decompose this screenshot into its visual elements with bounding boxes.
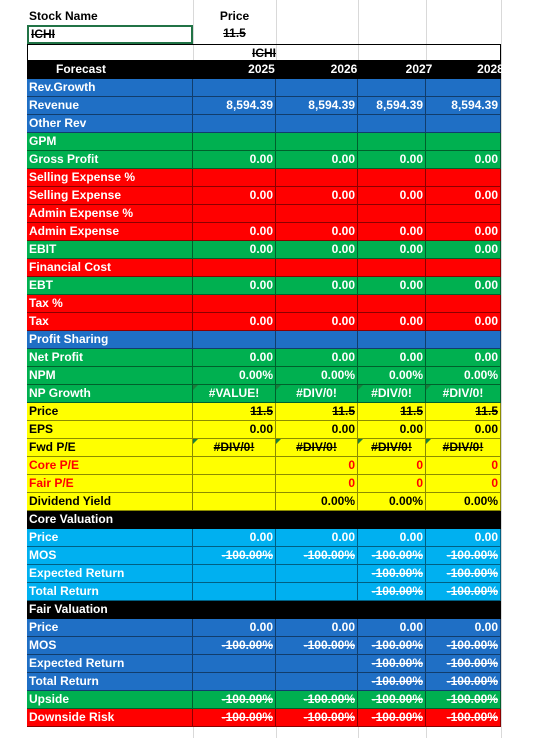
value-cell[interactable] — [193, 169, 276, 187]
value-cell[interactable]: 0.00 — [358, 313, 426, 331]
value-cell[interactable]: 0 — [276, 475, 358, 493]
row-label[interactable]: Expected Return — [27, 565, 193, 583]
value-cell[interactable]: 11.5 — [358, 403, 426, 421]
value-cell[interactable]: -100.00% — [193, 547, 276, 565]
ticker-banner[interactable]: ICHI — [27, 44, 501, 61]
row-label[interactable]: Financial Cost — [27, 259, 193, 277]
value-cell[interactable]: 0 — [426, 475, 501, 493]
value-cell[interactable]: 8,594.39 — [276, 97, 358, 115]
table-row — [27, 601, 501, 619]
value-cell[interactable]: 0.00 — [358, 241, 426, 259]
value-cell[interactable]: -100.00% — [426, 709, 501, 727]
table-row — [0, 151, 546, 169]
value-cell[interactable]: 0.00 — [358, 277, 426, 295]
value-cell[interactable]: 0.00 — [193, 313, 276, 331]
table-row — [0, 385, 546, 403]
row-label[interactable]: Tax — [27, 313, 193, 331]
row-label[interactable]: Selling Expense % — [27, 169, 193, 187]
value-cell[interactable]: #DIV/0! — [426, 439, 501, 457]
value-cell[interactable]: 11.5 — [426, 403, 501, 421]
value-cell[interactable]: -100.00% — [193, 637, 276, 655]
value-cell[interactable] — [276, 79, 358, 97]
value-cell[interactable] — [426, 79, 501, 97]
value-cell[interactable] — [193, 565, 276, 583]
table-row — [0, 529, 546, 547]
row-label[interactable]: Admin Expense % — [27, 205, 193, 223]
value-cell[interactable] — [193, 655, 276, 673]
value-cell[interactable]: 0.00 — [426, 151, 501, 169]
header-labels-row — [0, 8, 546, 25]
value-cell[interactable]: 0.00 — [426, 421, 501, 439]
value-cell[interactable] — [276, 205, 358, 223]
value-cell[interactable]: 0.00 — [193, 241, 276, 259]
value-cell[interactable] — [276, 133, 358, 151]
value-cell[interactable]: -100.00% — [426, 565, 501, 583]
value-cell[interactable] — [358, 295, 426, 313]
value-cell[interactable] — [276, 115, 358, 133]
row-label[interactable]: Gross Profit — [27, 151, 193, 169]
value-cell[interactable] — [426, 259, 501, 277]
table-row — [0, 691, 546, 709]
row-label[interactable]: Fwd P/E — [27, 439, 193, 457]
value-cell[interactable]: #DIV/0! — [358, 385, 426, 403]
table-row — [0, 619, 546, 637]
value-cell[interactable]: 0.00% — [276, 493, 358, 511]
value-cell[interactable] — [426, 205, 501, 223]
table-row — [0, 259, 546, 277]
table-row — [0, 457, 546, 475]
row-label[interactable]: EPS — [27, 421, 193, 439]
table-row — [0, 709, 546, 727]
value-cell[interactable] — [193, 583, 276, 601]
forecast-header-row — [27, 61, 504, 79]
row-label[interactable]: Selling Expense — [27, 187, 193, 205]
value-cell[interactable]: 0.00 — [358, 151, 426, 169]
stock-name-cell[interactable]: ICHI — [27, 25, 193, 44]
value-cell[interactable]: 8,594.39 — [193, 97, 276, 115]
value-cell[interactable]: -100.00% — [358, 583, 426, 601]
table-row — [0, 673, 546, 691]
year-header[interactable]: 2028 — [477, 62, 504, 76]
table-row — [0, 205, 546, 223]
table-row — [0, 637, 546, 655]
table-row — [0, 241, 546, 259]
row-label[interactable]: Fair P/E — [27, 475, 193, 493]
row-label[interactable]: Dividend Yield — [27, 493, 193, 511]
row-label[interactable]: EBIT — [27, 241, 193, 259]
value-cell[interactable]: -100.00% — [276, 547, 358, 565]
year-header[interactable]: 2026 — [330, 62, 358, 76]
value-cell[interactable]: 0.00 — [426, 529, 501, 547]
value-cell[interactable]: #VALUE! — [193, 385, 276, 403]
value-cell[interactable]: 0.00 — [276, 421, 358, 439]
value-cell[interactable]: -100.00% — [358, 709, 426, 727]
row-label[interactable]: Core P/E — [27, 457, 193, 475]
table-row — [0, 295, 546, 313]
row-label[interactable]: Rev.Growth — [27, 79, 193, 97]
value-cell[interactable]: -100.00% — [358, 565, 426, 583]
value-cell[interactable]: 0 — [426, 457, 501, 475]
value-cell[interactable] — [358, 331, 426, 349]
value-cell[interactable] — [193, 205, 276, 223]
year-header[interactable]: 2025 — [248, 62, 275, 76]
value-cell[interactable]: 0.00 — [193, 421, 276, 439]
row-label[interactable]: Downside Risk — [27, 709, 193, 727]
table-row — [0, 277, 546, 295]
row-label[interactable]: Fair Valuation — [27, 601, 193, 619]
value-cell[interactable]: 0.00 — [358, 529, 426, 547]
ticker-banner-row — [0, 44, 546, 61]
value-cell[interactable]: 0.00 — [276, 349, 358, 367]
row-label[interactable]: NPM — [27, 367, 193, 385]
table-row — [0, 187, 546, 205]
value-cell[interactable]: 0.00% — [426, 367, 501, 385]
row-label[interactable]: Total Return — [27, 583, 193, 601]
table-row — [0, 349, 546, 367]
table-row — [0, 583, 546, 601]
value-cell[interactable]: 0.00 — [276, 151, 358, 169]
value-cell[interactable]: -100.00% — [426, 637, 501, 655]
value-cell[interactable] — [426, 295, 501, 313]
row-label[interactable]: Price — [27, 403, 193, 421]
value-cell[interactable] — [193, 79, 276, 97]
value-cell[interactable] — [358, 115, 426, 133]
table-row — [0, 655, 546, 673]
value-cell[interactable] — [358, 205, 426, 223]
value-cell[interactable]: 0.00 — [358, 619, 426, 637]
value-cell[interactable] — [276, 655, 358, 673]
value-cell[interactable]: 0.00 — [426, 349, 501, 367]
value-cell[interactable] — [276, 565, 358, 583]
value-cell[interactable]: 0.00 — [193, 619, 276, 637]
price-value-cell[interactable]: 11.5 — [223, 26, 246, 40]
value-cell[interactable]: 8,594.39 — [358, 97, 426, 115]
price-label[interactable]: Price — [219, 9, 250, 23]
value-cell[interactable] — [276, 295, 358, 313]
value-cell[interactable] — [193, 331, 276, 349]
value-cell[interactable]: #DIV/0! — [193, 439, 276, 457]
value-cell[interactable]: -100.00% — [426, 691, 501, 709]
value-cell[interactable]: #DIV/0! — [358, 439, 426, 457]
row-label[interactable]: Core Valuation — [27, 511, 193, 529]
table-row — [27, 511, 501, 529]
value-cell[interactable] — [358, 79, 426, 97]
header-values-row — [0, 25, 546, 44]
value-cell[interactable]: 0.00 — [193, 151, 276, 169]
value-cell[interactable] — [276, 259, 358, 277]
row-label[interactable]: Other Rev — [27, 115, 193, 133]
row-label[interactable]: Total Return — [27, 673, 193, 691]
value-cell[interactable]: 0.00% — [426, 493, 501, 511]
row-label[interactable]: Upside — [27, 691, 193, 709]
row-label[interactable]: Tax % — [27, 295, 193, 313]
value-cell[interactable]: #DIV/0! — [276, 385, 358, 403]
value-cell[interactable]: 0.00 — [426, 223, 501, 241]
value-cell[interactable]: 0.00 — [358, 187, 426, 205]
row-label[interactable]: EBT — [27, 277, 193, 295]
value-cell[interactable] — [276, 169, 358, 187]
row-label[interactable]: Price — [27, 529, 193, 547]
forecast-header[interactable]: Forecast — [56, 62, 107, 76]
value-cell[interactable]: 0.00% — [193, 367, 276, 385]
value-cell[interactable]: 0.00 — [426, 313, 501, 331]
row-label[interactable]: Expected Return — [27, 655, 193, 673]
value-cell[interactable]: 0.00 — [193, 349, 276, 367]
value-cell[interactable] — [193, 115, 276, 133]
value-cell[interactable] — [426, 133, 501, 151]
value-cell[interactable]: #DIV/0! — [426, 385, 501, 403]
table-row — [0, 403, 546, 421]
value-cell[interactable] — [276, 583, 358, 601]
value-cell[interactable]: 0.00 — [276, 223, 358, 241]
value-cell[interactable] — [193, 673, 276, 691]
value-cell[interactable] — [193, 475, 276, 493]
row-label[interactable]: Price — [27, 619, 193, 637]
row-label[interactable]: Admin Expense — [27, 223, 193, 241]
value-cell[interactable]: 0.00 — [426, 619, 501, 637]
value-cell[interactable]: -100.00% — [426, 673, 501, 691]
value-cell[interactable] — [193, 133, 276, 151]
table-row — [0, 421, 546, 439]
value-cell[interactable]: -100.00% — [358, 655, 426, 673]
table-row — [0, 331, 546, 349]
stock-name-label[interactable]: Stock Name — [29, 9, 98, 23]
value-cell[interactable]: -100.00% — [276, 637, 358, 655]
table-row — [0, 565, 546, 583]
value-cell[interactable]: 0.00 — [358, 223, 426, 241]
value-cell[interactable]: 0.00% — [358, 367, 426, 385]
value-cell[interactable]: 0.00 — [276, 241, 358, 259]
value-cell[interactable]: 0.00 — [193, 187, 276, 205]
value-cell[interactable] — [193, 493, 276, 511]
value-cell[interactable]: -100.00% — [276, 709, 358, 727]
value-cell[interactable] — [426, 331, 501, 349]
row-label[interactable]: GPM — [27, 133, 193, 151]
value-cell[interactable] — [358, 259, 426, 277]
table-row — [0, 79, 546, 97]
value-cell[interactable]: 0.00 — [426, 187, 501, 205]
value-cell[interactable]: 0 — [358, 457, 426, 475]
value-cell[interactable]: 11.5 — [276, 403, 358, 421]
value-cell[interactable] — [276, 331, 358, 349]
row-label[interactable]: MOS — [27, 547, 193, 565]
value-cell[interactable]: 0.00 — [358, 349, 426, 367]
value-cell[interactable] — [193, 457, 276, 475]
value-cell[interactable]: 0 — [358, 475, 426, 493]
value-cell[interactable]: -100.00% — [426, 655, 501, 673]
value-cell[interactable]: 8,594.39 — [426, 97, 501, 115]
table-row — [0, 547, 546, 565]
table-row — [0, 313, 546, 331]
table-row — [0, 439, 546, 457]
row-label[interactable]: Net Profit — [27, 349, 193, 367]
value-cell[interactable]: -100.00% — [358, 691, 426, 709]
value-cell[interactable] — [358, 133, 426, 151]
value-cell[interactable]: 0.00 — [276, 277, 358, 295]
value-cell[interactable]: 0.00 — [276, 187, 358, 205]
value-cell[interactable] — [276, 673, 358, 691]
value-cell[interactable]: 0.00% — [358, 493, 426, 511]
value-cell[interactable]: -100.00% — [358, 547, 426, 565]
table-row — [0, 115, 546, 133]
row-label[interactable]: Revenue — [27, 97, 193, 115]
value-cell[interactable]: -100.00% — [358, 673, 426, 691]
value-cell[interactable]: 0.00 — [193, 277, 276, 295]
table-row — [0, 493, 546, 511]
value-cell[interactable]: 0 — [276, 457, 358, 475]
value-cell[interactable]: #DIV/0! — [276, 439, 358, 457]
value-cell[interactable] — [193, 295, 276, 313]
table-row — [0, 367, 546, 385]
value-cell[interactable]: -100.00% — [276, 691, 358, 709]
value-cell[interactable]: -100.00% — [426, 583, 501, 601]
value-cell[interactable]: 0.00 — [358, 421, 426, 439]
value-cell[interactable]: 0.00 — [426, 277, 501, 295]
table-row — [0, 223, 546, 241]
value-cell[interactable] — [426, 169, 501, 187]
value-cell[interactable]: 0.00 — [193, 529, 276, 547]
value-cell[interactable]: -100.00% — [193, 709, 276, 727]
value-cell[interactable]: -100.00% — [193, 691, 276, 709]
value-cell[interactable]: 0.00 — [276, 619, 358, 637]
value-cell[interactable] — [193, 259, 276, 277]
value-cell[interactable]: 11.5 — [193, 403, 276, 421]
year-header[interactable]: 2027 — [405, 62, 433, 76]
table-row — [0, 169, 546, 187]
table-row — [0, 475, 546, 493]
value-cell[interactable]: 0.00 — [276, 313, 358, 331]
value-cell[interactable]: 0.00 — [426, 241, 501, 259]
value-cell[interactable]: 0.00% — [276, 367, 358, 385]
row-label[interactable]: MOS — [27, 637, 193, 655]
value-cell[interactable]: -100.00% — [358, 637, 426, 655]
table-row — [0, 133, 546, 151]
value-cell[interactable]: 0.00 — [276, 529, 358, 547]
value-cell[interactable]: -100.00% — [426, 547, 501, 565]
value-cell[interactable] — [358, 169, 426, 187]
row-label[interactable]: Profit Sharing — [27, 331, 193, 349]
table-row — [0, 97, 546, 115]
row-label[interactable]: NP Growth — [27, 385, 193, 403]
value-cell[interactable]: 0.00 — [193, 223, 276, 241]
value-cell[interactable] — [426, 115, 501, 133]
